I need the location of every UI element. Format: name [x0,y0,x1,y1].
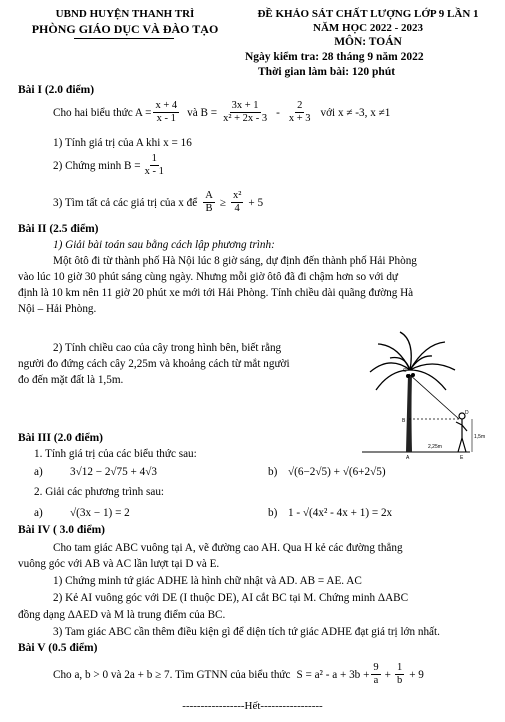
bai1-minus: - [276,106,280,119]
fraction-AB: $\frac{A}{B}$ [205,190,213,214]
footer-end: -----------------Hết----------------- [182,700,323,712]
bai3-question-1: 1. Tính giá trị của các biểu thức sau: [34,448,197,460]
exam-duration: Thời gian làm bài: 120 phút [258,66,396,78]
bai1-condition: với x ≠ -3, x ≠1 [320,106,391,119]
bai2-part1-heading: 1) Giải bài toán sau bằng cách lập phương trình: [53,239,275,251]
bai1-q2-text: 2) Chứng minh B = [53,159,141,172]
header-rule-left [74,38,174,39]
bai5-expr-tail: + 9 [409,668,424,681]
bai1-question-1: 1) Tính giá trị của A khi x = 16 [53,137,192,149]
fraction-A: $\frac{x + 4}{x - 1}$ [155,100,178,124]
fraction-x2-4: $\frac{\text{x²}}{4}$ [232,190,242,214]
section-title-5: Bài V (0.5 điểm) [18,642,98,654]
bai2-p1-line3: định là 10 km nên 11 giờ 20 phút xe mới tới Hải Phòng. Tính chiều dài quãng đường Hà [18,287,414,299]
section-title-4: Bài IV ( 3.0 điểm) [18,524,105,536]
fraction-9-a: $\frac{9}{a}$ [373,662,379,686]
bai1-question-3 [53,190,263,215]
section-title-2: Bài II (2.5 điểm) [18,223,99,235]
bai4-line1: Cho tam giác ABC vuông tại A, vẽ đường cao AH. Qua H kẻ các đường thẳng [53,542,403,554]
bai3-d-label: b) [268,507,278,519]
exam-date: Ngày kiểm tra: 28 tháng 9 năm 2022 [245,51,424,63]
bai3-b-label: b) [268,466,278,478]
palm-fronds [370,332,455,390]
bai1-expressions [53,100,390,125]
bai2-p1-line4: Nội – Hải Phòng. [18,303,97,315]
bai2-p1-line1: Một ôtô đi từ thành phố Hà Nội lúc 8 giờ sáng, dự định đến thành phố Hải Phòng [53,255,417,267]
fig-distance-label: 2,25m [428,444,442,450]
fig-label-D: D [465,410,469,416]
department-name: UBND HUYỆN THANH TRÌ [55,8,195,20]
bai4-line5: đồng dạng ΔAED và M là trung điểm của BC. [18,609,226,621]
bai3-c-expression: √(3x − 1) = 2 [70,507,130,519]
bai4-line4: 2) Kẻ AI vuông góc với DE (I thuộc DE), AI cắt BC tại M. Chứng minh ΔABC [53,592,409,604]
subject: MÔN: TOÁN [334,36,402,48]
bai1-question-2 [53,153,168,178]
fraction-1-b: $\frac{1}{b}$ [396,662,403,686]
bai3-question-2: 2. Giải các phương trình sau: [34,486,165,498]
tree-figure [360,330,490,460]
bai3-c-label: a) [34,507,43,519]
bai5-plus: + [384,668,391,681]
office-name: PHÒNG GIÁO DỤC VÀ ĐÀO TẠO [31,22,219,36]
fig-label-C: C [403,368,407,374]
fraction-q2: $\frac{1}{x - 1}$ [144,153,164,177]
section-title-1: Bài I (2.0 điểm) [18,84,95,96]
fraction-B2: $\frac{2}{x + 3}$ [288,100,311,124]
fig-label-E: E [460,455,464,460]
fig-label-B: B [402,418,406,424]
fig-label-A: A [406,455,410,460]
bai1-and: và B = [187,106,218,119]
bai1-q3-ge: ≥ [219,196,226,209]
bai3-d-expression: 1 - √(4x² - 4x + 1) = 2x [288,507,393,519]
sight-line [409,374,459,419]
bai5-expr-head: S = a² - a + 3b + [296,668,370,681]
bai3-a-label: a) [34,466,43,478]
bai1-intro: Cho hai biểu thức A = [53,106,152,119]
bai2-p2-line1: 2) Tính chiều cao của cây trong hình bên, biết rằng [53,342,282,354]
bai3-a-expression: 3√12 − 2√75 + 4√3 [70,466,157,478]
bai2-p2-line3: đo đến mặt đất là 1,5m. [18,374,124,386]
bai1-q3-text: 3) Tìm tất cả các giá trị của x để [53,196,198,209]
bai4-line6: 3) Tam giác ABC cần thêm điều kiện gì để diện tích tứ giác ADHE đạt giá trị lớn nhất. [53,626,440,638]
bai4-line2: vuông góc với AB và AC lần lượt tại D và E. [18,558,220,570]
bai2-p1-line2: vào lúc 10 giờ 30 phút sáng cùng ngày. Nhưng mỗi giờ ôtô đã đi chậm hơn so với dự [18,271,398,283]
bai1-q3-tail: + 5 [248,196,264,209]
section-title-3: Bài III (2.0 điểm) [18,432,103,444]
fraction-B1: $\frac{3x + 1}{\text{x² + 2x - 3}}$ [223,100,268,124]
bai2-p2-line2: người đo đứng cách cây 2,25m và khoảng cách từ mắt người [18,358,290,370]
tree-trunk [406,375,412,452]
fig-height-label: 1,5m [474,434,486,440]
bai5-text: Cho a, b > 0 và 2a + b ≥ 7. Tìm GTNN của biểu thức [53,668,291,681]
bai3-b-expression: √(6−2√5) + √(6+2√5) [288,466,386,478]
bai4-line3: 1) Chứng minh tứ giác ADHE là hình chữ nhật và AD. AB = AE. AC [53,575,362,587]
exam-title: ĐỀ KHẢO SÁT CHẤT LƯỢNG LỚP 9 LẦN 1 [257,8,479,20]
school-year: NĂM HỌC 2022 - 2023 [313,22,423,34]
bai5-statement [53,662,424,687]
